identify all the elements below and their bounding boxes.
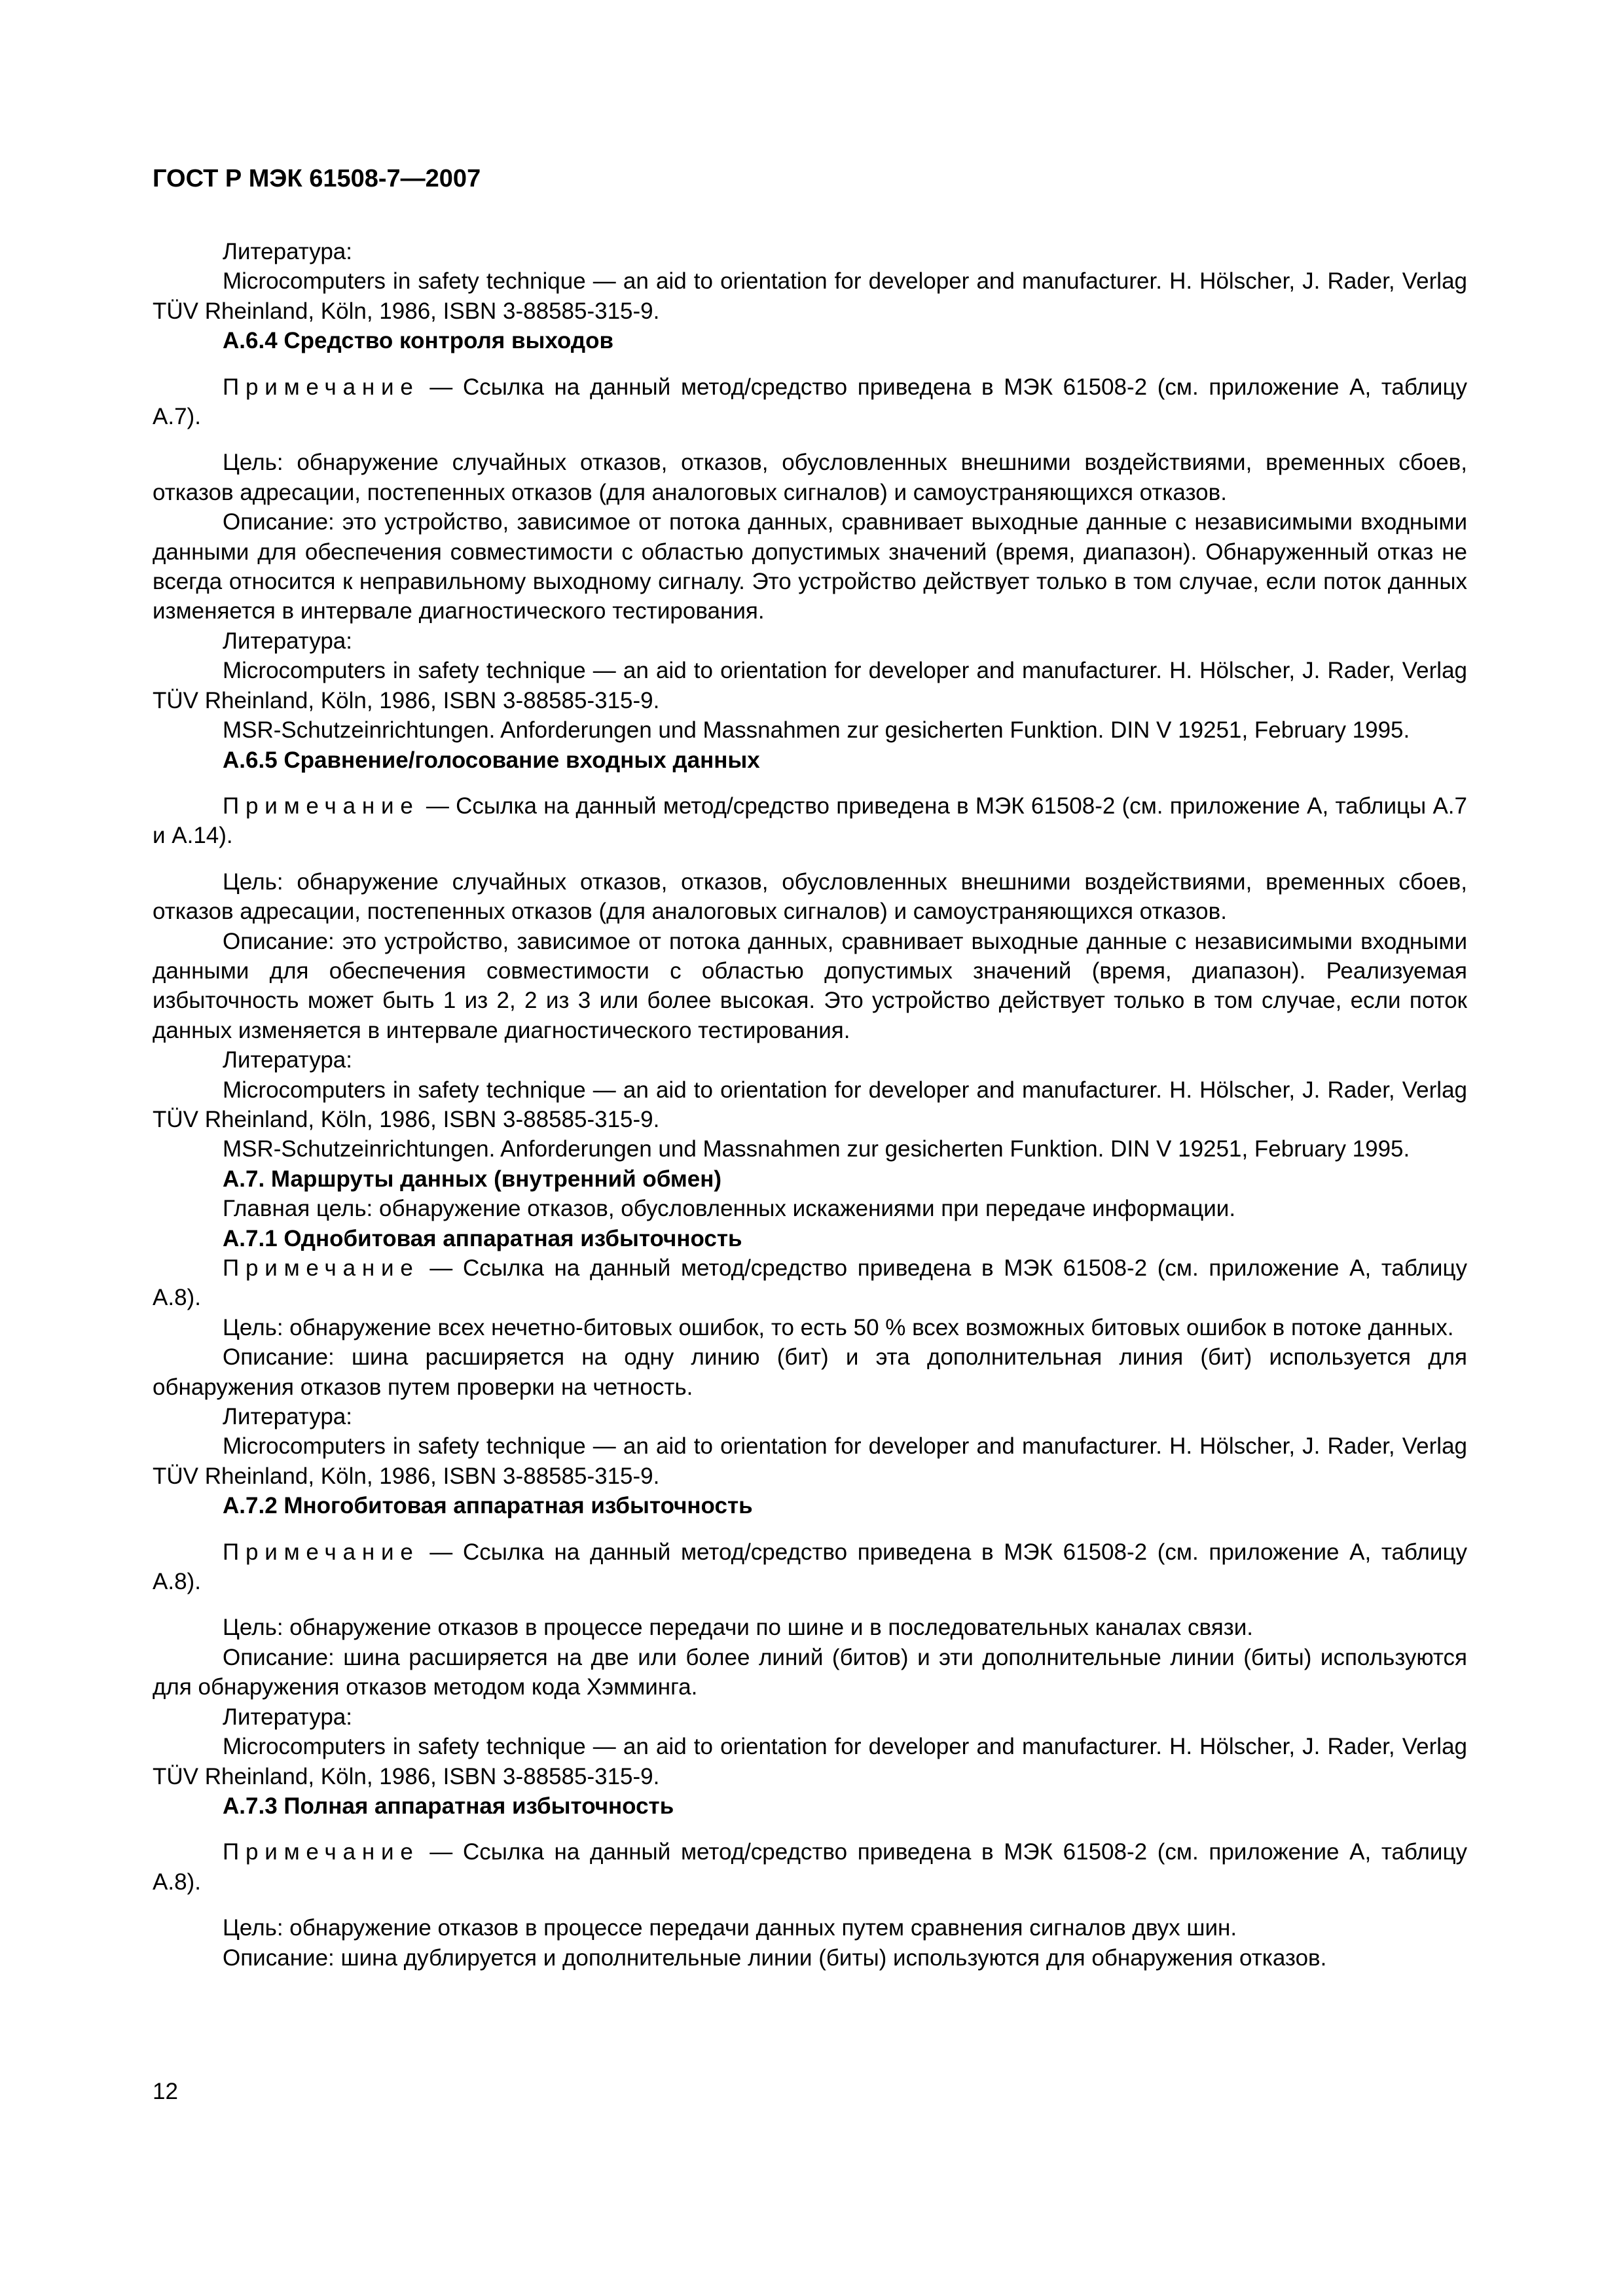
literature-label: Литература: [223, 1047, 352, 1073]
body-paragraph: Цель: обнаружение случайных отказов, отказов, обусловленных внешними воздействиями, временных сбоев, отказов адресации, постепенных отказов (для аналоговых сигналов) и самоустраняющихся отказов. [153, 450, 1467, 505]
section-heading: A.7. Маршруты данных (внутренний обмен) [223, 1166, 722, 1192]
literature-label: Литература: [223, 239, 352, 264]
note-text: — Ссылка на данный метод/средство приведена в МЭК 61508-2 (см. приложение А, таблицу А.8). [153, 1255, 1467, 1311]
body-paragraph: Главная цель: обнаружение отказов, обусловленных искажениями при передаче информации. [223, 1196, 1236, 1222]
note-paragraph [153, 1837, 1467, 1897]
body-paragraph: MSR-Schutzeinrichtungen. Anforderungen und Massnahmen zur gesicherten Funktion. DIN V 19251, February 1995. [223, 717, 1410, 744]
body-paragraph: Microcomputers in safety technique — an aid to orientation for developer and manufacturer. H. Hölscher, J. Rader, Verlag TÜV Rheinland, Köln, 1986, ISBN 3-88585-315-9. [153, 1433, 1467, 1489]
note-text: — Ссылка на данный метод/средство приведена в МЭК 61508-2 (см. приложение А, таблицу А.7). [153, 374, 1467, 430]
literature-label: Литература: [223, 628, 352, 654]
note-text: — Ссылка на данный метод/средство приведена в МЭК 61508-2 (см. приложение А, таблицу А.8). [153, 1539, 1467, 1595]
section-heading: A.6.4 Средство контроля выходов [223, 328, 614, 354]
note-label: Примечание [223, 793, 420, 819]
literature-label: Литература: [223, 1704, 352, 1730]
note-text: — Ссылка на данный метод/средство приведена в МЭК 61508-2 (см. приложение А, таблицу А.8). [153, 1839, 1467, 1895]
body-paragraph: Цель: обнаружение отказов в процессе передачи данных путем сравнения сигналов двух шин. [223, 1915, 1237, 1941]
body-paragraph: Описание: это устройство, зависимое от потока данных, сравнивает выходные данные с независимыми входными данными для обеспечения совместимости с областью допустимых значений (время, диапазон). Обнаруженный отказ не всегда относится к неправильному выходному сигналу. Это устройство действует только в том случае, если поток данных изменяется в интервале диагностического тестирования. [153, 509, 1467, 624]
section-heading: A.6.5 Сравнение/голосование входных данных [223, 747, 760, 773]
body-paragraph: Цель: обнаружение отказов в процессе передачи по шине и в последовательных каналах связи. [223, 1615, 1253, 1641]
body-paragraph: Описание: это устройство, зависимое от потока данных, сравнивает выходные данные с независимыми входными данными для обеспечения совместимости с областью допустимых значений (время, диапазон). Реализуемая избыточность может быть 1 из 2, 2 из 3 или более высокая. Это устройство действует только в том случае, если поток данных изменяется в интервале диагностического тестирования. [153, 928, 1467, 1043]
body-paragraph: Описание: шина дублируется и дополнительные линии (биты) используются для обнаружения отказов. [223, 1945, 1327, 1971]
body-paragraph: Описание: шина расширяется на две или более линий (битов) и эти дополнительные линии (биты) используются для обнаружения отказов методом кода Хэмминга. [153, 1644, 1467, 1700]
note-paragraph [153, 1537, 1467, 1597]
body-paragraph: Microcomputers in safety technique — an aid to orientation for developer and manufacturer. H. Hölscher, J. Rader, Verlag TÜV Rheinland, Köln, 1986, ISBN 3-88585-315-9. [153, 1734, 1467, 1789]
section-heading: A.7.3 Полная аппаратная избыточность [223, 1793, 674, 1819]
note-paragraph [153, 372, 1467, 432]
body-paragraph: Microcomputers in safety technique — an aid to orientation for developer and manufacturer. H. Hölscher, J. Rader, Verlag TÜV Rheinland, Köln, 1986, ISBN 3-88585-315-9. [153, 658, 1467, 713]
body-paragraph: Цель: обнаружение случайных отказов, отказов, обусловленных внешними воздействиями, временных сбоев, отказов адресации, постепенных отказов (для аналоговых сигналов) и самоустраняющихся отказов. [153, 869, 1467, 925]
section-heading: A.7.1 Однобитовая аппаратная избыточность [223, 1225, 742, 1251]
note-label: Примечание [223, 1539, 420, 1565]
note-paragraph [153, 791, 1467, 851]
body-paragraph: Microcomputers in safety technique — an aid to orientation for developer and manufacturer. H. Hölscher, J. Rader, Verlag TÜV Rheinland, Köln, 1986, ISBN 3-88585-315-9. [153, 268, 1467, 324]
note-label: Примечание [223, 374, 420, 400]
note-paragraph [153, 1253, 1467, 1313]
body-paragraph: Описание: шина расширяется на одну линию (бит) и эта дополнительная линия (бит) используется для обнаружения отказов путем проверки на четность. [153, 1344, 1467, 1400]
literature-label: Литература: [223, 1404, 352, 1430]
note-text: — Ссылка на данный метод/средство приведена в МЭК 61508-2 (см. приложение А, таблицы А.7 и А.14). [153, 793, 1467, 849]
body-paragraph: Цель: обнаружение всех нечетно-битовых ошибок, то есть 50 % всех возможных битовых ошибок в потоке данных. [223, 1314, 1454, 1340]
page-number: 12 [153, 2079, 178, 2104]
document-header: ГОСТ Р МЭК 61508-7—2007 [153, 165, 481, 192]
note-label: Примечание [223, 1839, 420, 1865]
section-heading: A.7.2 Многобитовая аппаратная избыточность [223, 1493, 753, 1519]
note-label: Примечание [223, 1255, 420, 1281]
document-body [153, 237, 1467, 1973]
body-paragraph: MSR-Schutzeinrichtungen. Anforderungen und Massnahmen zur gesicherten Funktion. DIN V 19251, February 1995. [223, 1136, 1410, 1162]
body-paragraph: Microcomputers in safety technique — an aid to orientation for developer and manufacturer. H. Hölscher, J. Rader, Verlag TÜV Rheinland, Köln, 1986, ISBN 3-88585-315-9. [153, 1077, 1467, 1132]
